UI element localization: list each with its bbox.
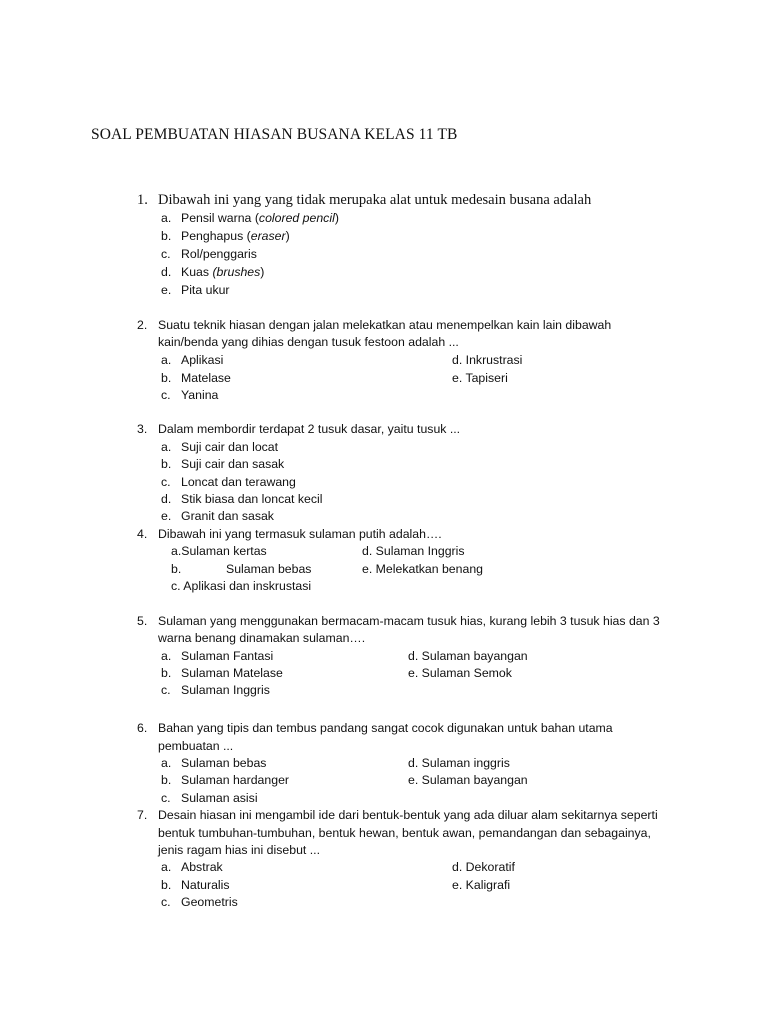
option-letter: d. [161,265,172,279]
option-e: e. Kaligrafi [452,878,511,892]
option-letter: e. [161,509,172,523]
question-number: 2. [137,318,148,332]
question-text-line: pembuatan ... [158,739,234,753]
option-letter: a. [161,860,172,874]
option-e: Pita ukur [181,283,230,297]
option-a: Sulaman Fantasi [181,649,274,663]
option-d: d. Sulaman Inggris [362,544,465,558]
question-text: Dibawah ini yang termasuk sulaman putih adalah…. [158,527,442,541]
option-letter: b. [161,229,172,243]
option-b: Naturalis [181,878,230,892]
option-letter: c. [161,683,171,697]
option-c: Loncat dan terawang [181,475,296,489]
option-b: Sulaman Matelase [181,666,283,680]
option-letter: a. [161,440,172,454]
question-text-line: Bahan yang tipis dan tembus pandang sangat cocok digunakan untuk bahan utama [158,721,613,735]
question-text-line: warna benang dinamakan sulaman…. [158,631,366,645]
option-d: Kuas (brushes) [181,265,265,279]
option-b: Sulaman bebas [226,562,312,576]
option-a: Sulaman bebas [181,756,267,770]
question-text-line: jenis ragam hias ini disebut ... [158,843,320,857]
question-number: 1. [137,192,148,208]
option-a: Abstrak [181,860,223,874]
option-e: e. Sulaman Semok [408,666,512,680]
question-text: Dalam membordir terdapat 2 tusuk dasar, yaitu tusuk ... [158,422,461,436]
option-d: d. Sulaman inggris [408,756,510,770]
question-number: 7. [137,808,148,822]
option-letter: b. [161,457,172,471]
option-letter: e. [161,283,172,297]
option-d: d. Sulaman bayangan [408,649,528,663]
option-a: Aplikasi [181,353,224,367]
option-letter: c. [161,475,171,489]
option-e: e. Sulaman bayangan [408,773,528,787]
option-letter: b. [161,666,172,680]
question-number: 6. [137,721,148,735]
question-number: 5. [137,614,148,628]
option-b: Matelase [181,371,231,385]
option-b: Penghapus (eraser) [181,229,290,243]
question-number: 3. [137,422,148,436]
option-c: Sulaman Inggris [181,683,270,697]
option-b: Sulaman hardanger [181,773,290,787]
question-text-line: Desain hiasan ini mengambil ide dari bentuk-bentuk yang ada diluar alam sekitarnya seperti [158,808,658,822]
option-letter: c. [161,791,171,805]
option-b: Suji cair dan sasak [181,457,285,471]
option-letter: a. [161,649,172,663]
option-letter: b. [161,878,172,892]
option-letter: c. [161,388,171,402]
question-text-line: bentuk tumbuhan-tumbuhan, bentuk hewan, bentuk awan, pemandangan dan sebagainya, [158,826,651,840]
option-c: c. Aplikasi dan inskrustasi [171,579,312,593]
option-letter: a. [161,211,172,225]
question-number: 4. [137,527,148,541]
question-text: Dibawah ini yang yang tidak merupaka alat untuk medesain busana adalah [158,192,592,208]
option-c: Yanina [181,388,219,402]
option-letter: a. [161,353,172,367]
question-text-line: kain/benda yang dihias dengan tusuk festoon adalah ... [158,335,459,349]
option-letter: c. [161,247,171,261]
option-e: Granit dan sasak [181,509,274,523]
question-text-line: Sulaman yang menggunakan bermacam-macam tusuk hias, kurang lebih 3 tusuk hias dan 3 [158,614,660,628]
option-letter: b. [161,371,172,385]
option-letter: b. [161,773,172,787]
option-letter: b. [171,562,182,576]
option-a: Suji cair dan locat [181,440,279,454]
option-d: Stik biasa dan loncat kecil [181,492,323,506]
option-e: e. Tapiseri [452,371,508,385]
option-letter: d. [161,492,172,506]
option-a: a.Sulaman kertas [171,544,267,558]
option-e: e. Melekatkan benang [362,562,484,576]
page-title: SOAL PEMBUATAN HIASAN BUSANA KELAS 11 TB [91,126,458,143]
option-a: Pensil warna (colored pencil) [181,211,339,225]
option-c: Sulaman asisi [181,791,258,805]
option-d: d. Dekoratif [452,860,515,874]
option-c: Rol/penggaris [181,247,257,261]
option-d: d. Inkrustrasi [452,353,523,367]
option-c: Geometris [181,895,238,909]
option-letter: a. [161,756,172,770]
option-letter: c. [161,895,171,909]
question-text-line: Suatu teknik hiasan dengan jalan melekatkan atau menempelkan kain lain dibawah [158,318,612,332]
